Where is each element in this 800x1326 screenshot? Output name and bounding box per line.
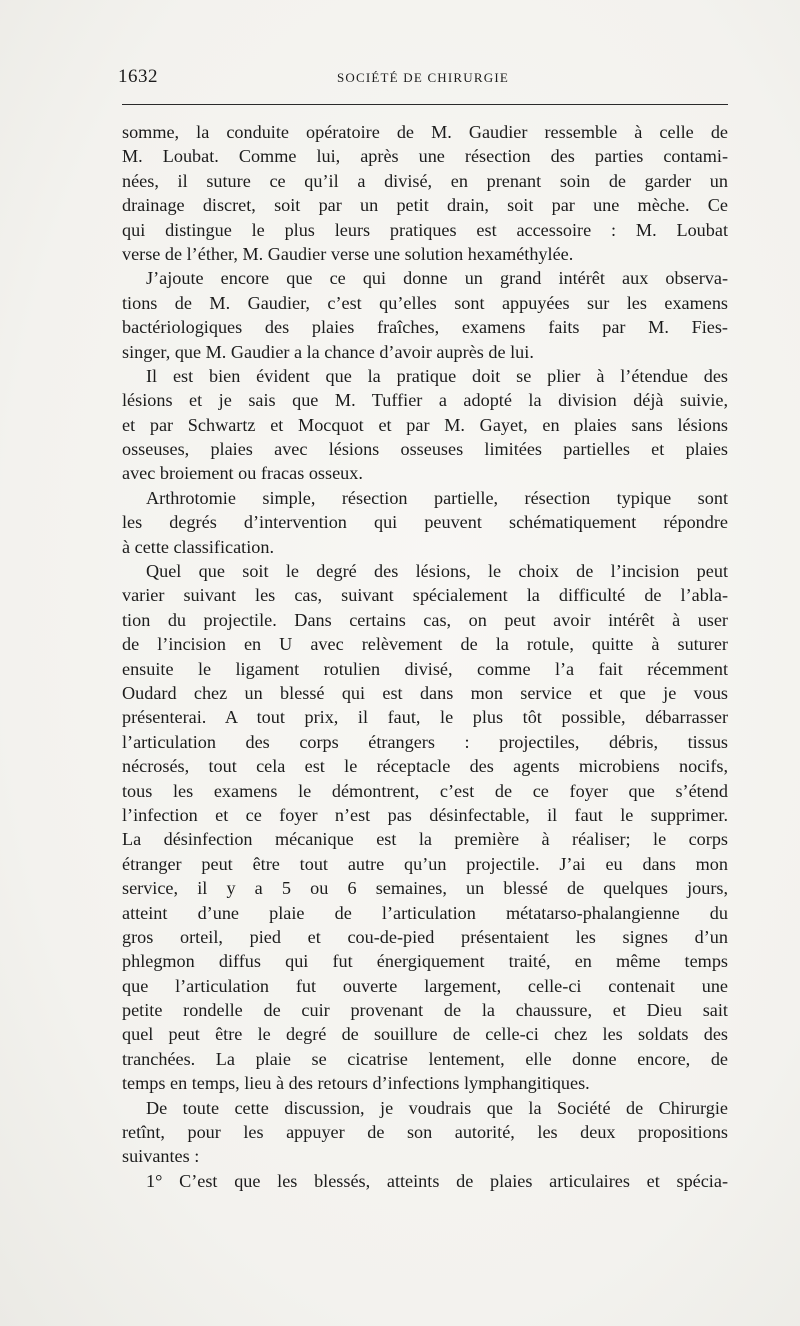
text-line: de l’incision en U avec relèvement de la rotule, quitte à suturer	[122, 634, 728, 655]
text-line: verse de l’éther, M. Gaudier verse une solution hexaméthylée.	[122, 243, 574, 264]
text-line: M. Loubat. Comme lui, après une résection des parties contami-	[122, 146, 728, 167]
text-line: nécrosés, tout cela est le réceptacle des agents microbiens nocifs,	[122, 756, 728, 777]
text-line: présenterai. A tout prix, il faut, le plus tôt possible, débarrasser	[122, 707, 728, 728]
text-line: ensuite le ligament rotulien divisé, comme l’a fait récemment	[122, 658, 728, 679]
text-line: que l’articulation fut ouverte largement, celle-ci contenait une	[122, 975, 728, 996]
paragraph-start-line: Quel que soit le degré des lésions, le choix de l’incision peut	[146, 561, 728, 582]
text-line: somme, la conduite opératoire de M. Gaudier ressemble à celle de	[122, 122, 728, 142]
text-line: qui distingue le plus leurs pratiques est accessoire : M. Loubat	[122, 219, 728, 240]
text-line: tion du projectile. Dans certains cas, on peut avoir intérêt à user	[122, 609, 728, 630]
running-title: SOCIÉTÉ DE CHIRURGIE	[336, 70, 510, 85]
text-line: osseuses, plaies avec lésions osseuses limitées partielles et plaies	[122, 439, 728, 460]
text-line: l’articulation des corps étrangers : projectiles, débris, tissus	[122, 731, 728, 752]
paragraph-start-line: De toute cette discussion, je voudrais que la Société de Chirurgie	[146, 1097, 728, 1118]
text-line: tranchées. La plaie se cicatrise lentement, elle donne encore, de	[122, 1048, 728, 1069]
header-rule	[122, 104, 728, 105]
text-line: suivantes :	[122, 1146, 200, 1167]
text-line: phlegmon diffus qui fut énergiquement traité, en même temps	[122, 951, 728, 972]
text-line: lésions et je sais que M. Tuffier a adopté la division déjà suivie,	[122, 390, 728, 411]
text-line: tions de M. Gaudier, c’est qu’elles sont appuyées sur les examens	[122, 292, 728, 313]
text-line: La désinfection mécanique est la première à réaliser; le corps	[122, 829, 728, 850]
paragraph-start-line: 1° C’est que les blessés, atteints de plaies articulaires et spécia-	[146, 1170, 728, 1191]
text-line: l’infection et ce foyer n’est pas désinfectable, il faut le supprimer.	[122, 804, 728, 825]
text-line: varier suivant les cas, suivant spécialement la difficulté de l’abla-	[122, 585, 728, 606]
text-line: étranger peut être tout autre qu’un projectile. J’ai eu dans mon	[122, 853, 728, 874]
text-line: bactériologiques des plaies fraîches, examens faits par M. Fies-	[122, 317, 728, 338]
body-text	[122, 120, 728, 1193]
text-line: les degrés d’intervention qui peuvent schématiquement répondre	[122, 512, 728, 533]
text-line: singer, que M. Gaudier a la chance d’avoir auprès de lui.	[122, 341, 534, 362]
page-number: 1632	[118, 66, 158, 87]
text-line: petite rondelle de cuir provenant de la chaussure, et Dieu sait	[122, 1000, 728, 1021]
text-line: retînt, pour les appuyer de son autorité, les deux propositions	[122, 1122, 728, 1143]
text-line: quel peut être le degré de souillure de celle-ci chez les soldats des	[122, 1024, 728, 1045]
text-line: service, il y a 5 ou 6 semaines, un blessé de quelques jours,	[122, 878, 728, 899]
paragraph-start-line: J’ajoute encore que ce qui donne un grand intérêt aux observa-	[146, 268, 728, 289]
text-line: drainage discret, soit par un petit drain, soit par une mèche. Ce	[122, 195, 728, 216]
text-line: Oudard chez un blessé qui est dans mon service et que je vous	[122, 682, 728, 703]
text-line: et par Schwartz et Mocquot et par M. Gayet, en plaies sans lésions	[122, 414, 728, 435]
text-line: gros orteil, pied et cou-de-pied présentaient les signes d’un	[122, 926, 728, 947]
text-line: temps en temps, lieu à des retours d’infections lymphangitiques.	[122, 1073, 590, 1094]
text-line: à cette classification.	[122, 536, 274, 557]
paragraph-start-line: Arthrotomie simple, résection partielle, résection typique sont	[146, 487, 728, 508]
page-header	[118, 62, 728, 92]
text-line: avec broiement ou fracas osseux.	[122, 463, 363, 484]
text-line: atteint d’une plaie de l’articulation métatarso-phalangienne du	[122, 902, 728, 923]
text-line: tous les examens le démontrent, c’est de ce foyer que s’étend	[122, 780, 728, 801]
text-line: nées, il suture ce qu’il a divisé, en prenant soin de garder un	[122, 170, 728, 191]
paragraph-start-line: Il est bien évident que la pratique doit se plier à l’étendue des	[146, 365, 728, 386]
